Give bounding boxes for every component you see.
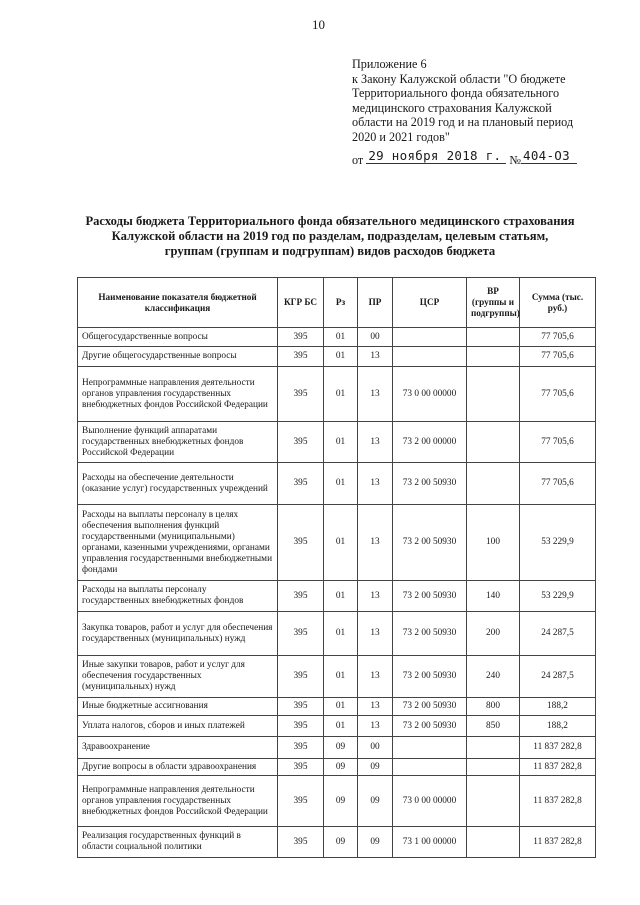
row-kgrbs: 395 — [278, 463, 324, 505]
table-row — [78, 328, 596, 347]
row-name: Расходы на выплаты персоналу в целях обеспечения выполнения функций государственными (муниципальными) органами, казенными учреждениями, органами управления государственными внебюджетными фондами — [78, 505, 278, 581]
row-kgrbs: 395 — [278, 581, 324, 612]
row-name: Иные бюджетные ассигнования — [78, 698, 278, 716]
row-kgrbs: 395 — [278, 367, 324, 422]
row-csr — [393, 737, 467, 759]
row-csr — [393, 347, 467, 367]
row-csr — [393, 328, 467, 347]
row-name: Другие вопросы в области здравоохранения — [78, 759, 278, 776]
table-row — [78, 581, 596, 612]
from-label: от — [352, 153, 364, 167]
row-pr: 00 — [358, 328, 393, 347]
row-rz: 01 — [324, 581, 358, 612]
title-line: Калужской области на 2019 год по разделам, подразделам, целевым статьям, — [111, 229, 549, 243]
header-name: Наименование показателя бюджетной классификация — [78, 278, 278, 328]
row-pr: 13 — [358, 422, 393, 463]
row-name: Расходы на выплаты персоналу государственных внебюджетных фондов — [78, 581, 278, 612]
table-row — [78, 463, 596, 505]
row-vr — [467, 367, 520, 422]
row-pr: 13 — [358, 612, 393, 656]
law-date: 29 ноября 2018 г. — [366, 148, 506, 164]
row-name: Реализация государственных функций в области социальной политики — [78, 827, 278, 858]
row-vr — [467, 759, 520, 776]
row-vr: 200 — [467, 612, 520, 656]
row-sum: 188,2 — [520, 698, 596, 716]
row-pr: 09 — [358, 759, 393, 776]
row-pr: 13 — [358, 698, 393, 716]
row-sum: 77 705,6 — [520, 463, 596, 505]
row-kgrbs: 395 — [278, 347, 324, 367]
row-kgrbs: 395 — [278, 656, 324, 698]
row-kgrbs: 395 — [278, 422, 324, 463]
row-rz: 01 — [324, 656, 358, 698]
row-rz: 01 — [324, 463, 358, 505]
appendix-line: области на 2019 год и на плановый период — [352, 115, 574, 130]
row-name: Непрограммные направления деятельности органов управления государственных внебюджетных фондов Российской Федерации — [78, 776, 278, 827]
row-pr: 13 — [358, 716, 393, 737]
row-rz: 09 — [324, 737, 358, 759]
appendix-line: Приложение 6 — [352, 57, 427, 71]
row-rz: 09 — [324, 759, 358, 776]
header-sum: Сумма (тыс. руб.) — [520, 278, 596, 328]
page-number: 10 — [312, 17, 325, 32]
row-csr: 73 2 00 50930 — [393, 581, 467, 612]
row-name: Общегосударственные вопросы — [78, 328, 278, 347]
row-pr: 09 — [358, 776, 393, 827]
title-line: группам (группам и подгруппам) видов расходов бюджета — [164, 244, 496, 258]
row-rz: 01 — [324, 505, 358, 581]
table-row — [78, 716, 596, 737]
table-row — [78, 656, 596, 698]
row-csr: 73 2 00 50930 — [393, 463, 467, 505]
row-csr — [393, 759, 467, 776]
row-kgrbs: 395 — [278, 827, 324, 858]
row-rz: 01 — [324, 716, 358, 737]
table-row — [78, 698, 596, 716]
row-vr: 800 — [467, 698, 520, 716]
row-vr — [467, 776, 520, 827]
law-number: 404-ОЗ — [521, 148, 577, 164]
row-name: Выполнение функций аппаратами государственных внебюджетных фондов Российской Федерации — [78, 422, 278, 463]
budget-expenses-table — [77, 277, 596, 858]
row-csr: 73 2 00 50930 — [393, 656, 467, 698]
row-sum: 77 705,6 — [520, 367, 596, 422]
row-vr — [467, 328, 520, 347]
row-sum: 188,2 — [520, 716, 596, 737]
header-kgrbs: КГР БС — [278, 278, 324, 328]
table-row — [78, 612, 596, 656]
row-sum: 53 229,9 — [520, 581, 596, 612]
row-kgrbs: 395 — [278, 759, 324, 776]
row-pr: 00 — [358, 737, 393, 759]
table-row — [78, 737, 596, 759]
row-rz: 01 — [324, 347, 358, 367]
row-vr — [467, 422, 520, 463]
row-sum: 11 837 282,8 — [520, 776, 596, 827]
header-vr: ВР (группы и подгруппы) — [467, 278, 520, 328]
row-rz: 01 — [324, 367, 358, 422]
row-pr: 13 — [358, 367, 393, 422]
appendix-line: медицинского страхования Калужской — [352, 100, 552, 115]
row-pr: 13 — [358, 347, 393, 367]
row-vr — [467, 737, 520, 759]
row-rz: 01 — [324, 612, 358, 656]
law-date-number — [352, 148, 577, 167]
table-row — [78, 347, 596, 367]
row-sum: 11 837 282,8 — [520, 827, 596, 858]
row-rz: 01 — [324, 328, 358, 347]
row-csr: 73 2 00 50930 — [393, 698, 467, 716]
row-kgrbs: 395 — [278, 737, 324, 759]
document-title — [60, 214, 600, 259]
row-kgrbs: 395 — [278, 716, 324, 737]
row-csr: 73 0 00 00000 — [393, 776, 467, 827]
table-header-row — [78, 278, 596, 328]
row-sum: 77 705,6 — [520, 328, 596, 347]
row-name: Иные закупки товаров, работ и услуг для обеспечения государственных (муниципальных) нужд — [78, 656, 278, 698]
header-pr: ПР — [358, 278, 393, 328]
row-pr: 09 — [358, 827, 393, 858]
row-vr — [467, 827, 520, 858]
row-kgrbs: 395 — [278, 612, 324, 656]
row-vr: 100 — [467, 505, 520, 581]
row-csr: 73 2 00 50930 — [393, 505, 467, 581]
row-sum: 77 705,6 — [520, 347, 596, 367]
row-name: Закупка товаров, работ и услуг для обеспечения государственных (муниципальных) нужд — [78, 612, 278, 656]
row-rz: 09 — [324, 827, 358, 858]
row-sum: 24 287,5 — [520, 656, 596, 698]
row-kgrbs: 395 — [278, 328, 324, 347]
appendix-line: 2020 и 2021 годов" — [352, 129, 450, 144]
row-vr: 240 — [467, 656, 520, 698]
table-row — [78, 827, 596, 858]
row-name: Непрограммные направления деятельности органов управления государственных внебюджетных фондов Российской Федерации — [78, 367, 278, 422]
table-row — [78, 367, 596, 422]
row-rz: 09 — [324, 776, 358, 827]
row-vr — [467, 463, 520, 505]
row-name: Расходы на обеспечение деятельности (оказание услуг) государственных учреждений — [78, 463, 278, 505]
row-sum: 53 229,9 — [520, 505, 596, 581]
table-row — [78, 776, 596, 827]
header-rz: Рз — [324, 278, 358, 328]
row-sum: 77 705,6 — [520, 422, 596, 463]
row-vr: 850 — [467, 716, 520, 737]
appendix-reference — [352, 57, 632, 145]
row-kgrbs: 395 — [278, 776, 324, 827]
row-pr: 13 — [358, 463, 393, 505]
row-csr: 73 2 00 50930 — [393, 716, 467, 737]
row-vr — [467, 347, 520, 367]
row-rz: 01 — [324, 422, 358, 463]
row-kgrbs: 395 — [278, 505, 324, 581]
table-row — [78, 505, 596, 581]
row-pr: 13 — [358, 656, 393, 698]
row-sum: 11 837 282,8 — [520, 759, 596, 776]
row-rz: 01 — [324, 698, 358, 716]
row-kgrbs: 395 — [278, 698, 324, 716]
row-csr: 73 2 00 50930 — [393, 612, 467, 656]
number-sign: № — [509, 153, 521, 167]
row-name: Здравоохранение — [78, 737, 278, 759]
row-name: Другие общегосударственные вопросы — [78, 347, 278, 367]
appendix-line: Территориального фонда обязательного — [352, 86, 560, 101]
row-name: Уплата налогов, сборов и иных платежей — [78, 716, 278, 737]
row-sum: 24 287,5 — [520, 612, 596, 656]
table-row — [78, 759, 596, 776]
row-pr: 13 — [358, 505, 393, 581]
row-csr: 73 2 00 00000 — [393, 422, 467, 463]
row-csr: 73 1 00 00000 — [393, 827, 467, 858]
header-csr: ЦСР — [393, 278, 467, 328]
title-line: Расходы бюджета Территориального фонда обязательного медицинского страхования — [85, 214, 575, 228]
appendix-line: к Закону Калужской области "О бюджете — [352, 71, 566, 86]
row-csr: 73 0 00 00000 — [393, 367, 467, 422]
row-sum: 11 837 282,8 — [520, 737, 596, 759]
row-vr: 140 — [467, 581, 520, 612]
row-pr: 13 — [358, 581, 393, 612]
table-row — [78, 422, 596, 463]
